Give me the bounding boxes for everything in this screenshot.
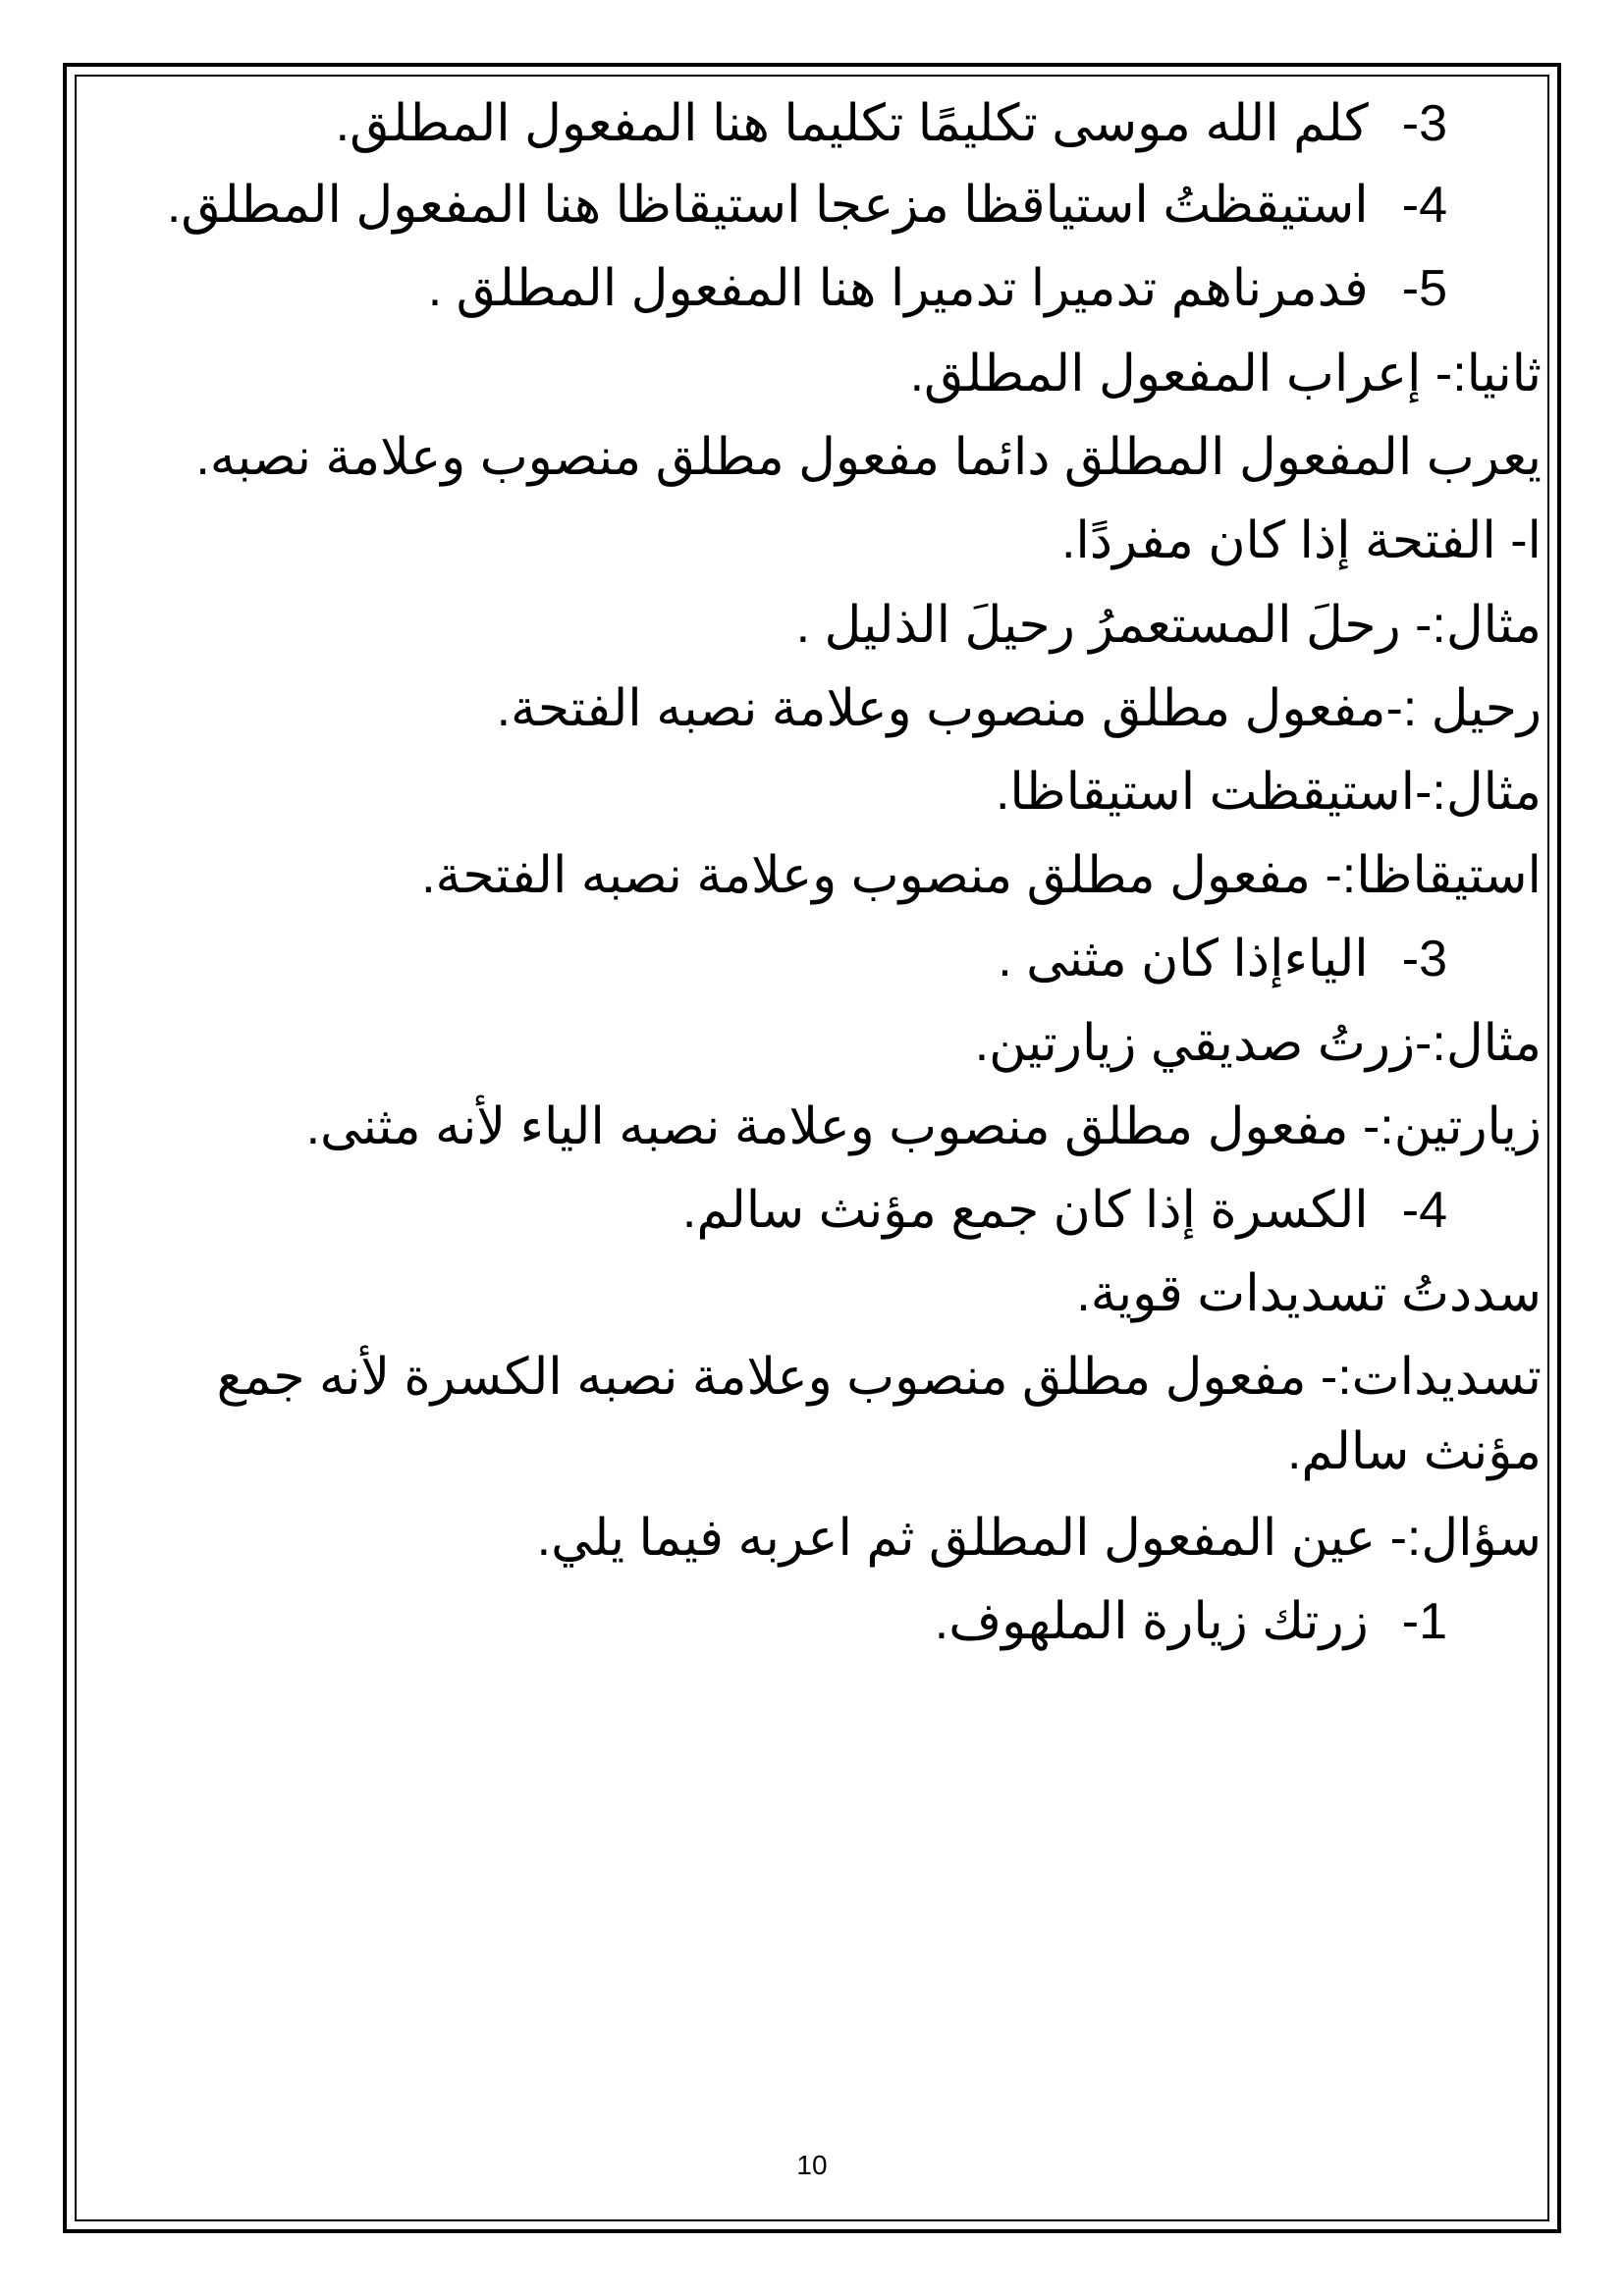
item-text: الكسرة إذا كان جمع مؤنث سالم. (681, 1182, 1369, 1239)
item-text: الياءإذا كان مثنى . (998, 931, 1369, 988)
item-number: 5- (1401, 260, 1447, 317)
section-heading: ثانيا:- إعراب المفعول المطلق. (909, 346, 1542, 402)
question: سؤال:- عين المفعول المطلق ثم اعربه فيما يلي. (536, 1510, 1542, 1567)
case-plural (682, 1178, 1447, 1243)
case-dual (998, 927, 1447, 991)
example-4: سددتُ تسديدات قوية. (1076, 1265, 1542, 1322)
item-text: كلم الله موسى تكليمًا تكليما هنا المفعول المطلق. (335, 95, 1369, 152)
example-2: مثال:-استيقظت استيقاظا. (995, 764, 1542, 821)
question-item-1 (935, 1589, 1447, 1654)
page-content (108, 75, 1542, 2175)
item-text: زرتك زيارة الملهوف. (934, 1593, 1369, 1650)
example-1-parse: رحيل :-مفعول مطلق منصوب وعلامة نصبه الفتحة. (496, 680, 1542, 737)
example-1: مثال:- رحلَ المستعمرُ رحيلَ الذليل . (795, 597, 1542, 654)
example-3: مثال:-زرتُ صديقي زيارتين. (974, 1015, 1542, 1072)
example-3-parse: زيارتين:- مفعول مطلق منصوب وعلامة نصبه الياء لأنه مثنى. (305, 1098, 1542, 1155)
item-number: 4- (1401, 1182, 1447, 1239)
item-text: فدمرناهم تدميرا تدميرا هنا المفعول المطلق . (427, 260, 1369, 317)
numbered-item-5 (428, 256, 1447, 321)
case-singular: ا- الفتحة إذا كان مفردًا. (1060, 512, 1542, 569)
rule-text: يعرب المفعول المطلق دائما مفعول مطلق منصوب وعلامة نصبه. (195, 429, 1542, 486)
item-number: 3- (1401, 931, 1447, 988)
numbered-item-3 (336, 91, 1447, 156)
item-number: 1- (1401, 1593, 1447, 1650)
example-2-parse: استيقاظا:- مفعول مطلق منصوب وعلامة نصبه الفتحة. (421, 847, 1542, 904)
item-text: استيقظتُ استياقظا مزعجا استيقاظا هنا المفعول المطلق. (166, 177, 1369, 234)
example-4-parse-line-2: مؤنث سالم. (1286, 1423, 1542, 1480)
example-4-parse-line-1: تسديدات:- مفعول مطلق منصوب وعلامة نصبه الكسرة لأنه جمع (216, 1349, 1542, 1406)
numbered-item-4 (167, 173, 1447, 238)
page-number: 10 (796, 2150, 828, 2180)
item-number: 3- (1401, 95, 1447, 152)
item-number: 4- (1401, 177, 1447, 234)
